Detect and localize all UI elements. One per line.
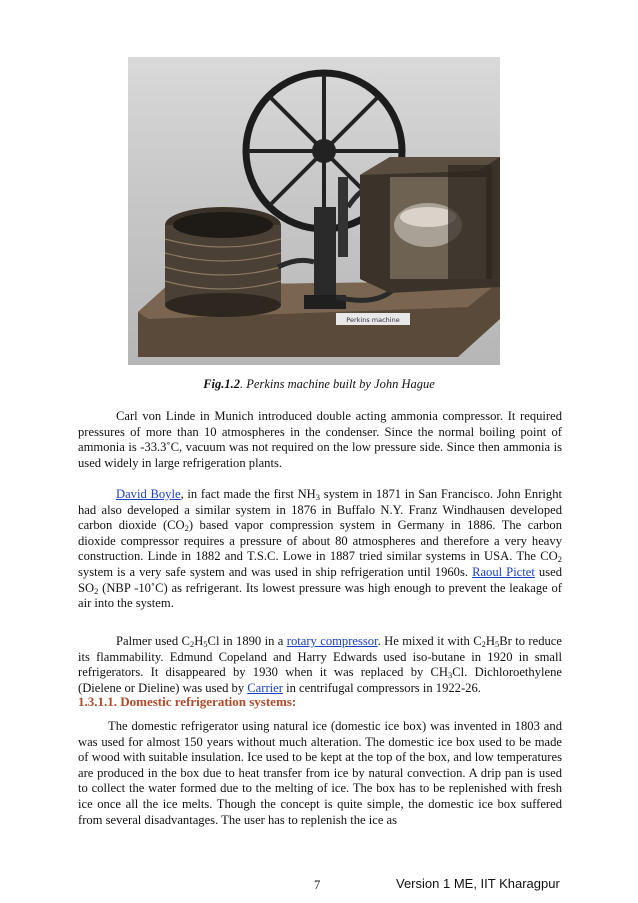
paragraph-domestic-ice-box: [78, 719, 562, 828]
perkins-machine-illustration: [128, 57, 500, 365]
link-raoul-pictet[interactable]: Raoul Pictet: [472, 564, 535, 579]
subscript: 5: [203, 639, 208, 649]
text: used SO: [78, 564, 562, 595]
figure-label: Fig.1.2: [203, 377, 241, 391]
figure-caption-text: . Perkins machine built by John Hague: [240, 377, 435, 391]
subscript: 2: [557, 554, 562, 565]
link-david-boyle[interactable]: David Boyle: [116, 487, 181, 501]
subscript: 2: [94, 585, 99, 596]
text: system in 1871 in San Francisco. John Enright had also developed a similar system in 1876 in Buffalo N.Y. Franz Windhausen developed carbon dioxide (CO: [78, 487, 562, 533]
link-rotary-compressor[interactable]: rotary compressor: [286, 634, 378, 648]
subscript: 2: [481, 639, 486, 649]
paragraph-domestic-ice-box-text: The domestic refrigerator using natural ice (domestic ice box) was invented in 1803 and was used for almost 150 years without much alteration. The domestic ice box used to be made of wood with suitable insulation. Ice used to be kept at the top of the box, and low temperatures are produced in the box due to heat transfer from ice by natural convection. A drip pan is used to collect the water formed due to the melting of ice. The box has to be replenished with fresh ice once all the ice melts. Though the concept is quite simple, the domestic ice box suffered from several disadvantages. The user has to replenish the ice as: [78, 719, 562, 827]
text: Cl in 1890 in a: [207, 634, 287, 648]
perkins-machine-photo: [128, 57, 500, 365]
link-carrier[interactable]: Carrier: [247, 680, 283, 695]
text: (NBP -10˚C) as refrigerant. Its lowest pressure was high enough to prevent the leakage of air into the system.: [78, 580, 562, 611]
subscript: 3: [448, 670, 453, 681]
text: Palmer used C: [116, 634, 190, 648]
text: , in fact made the first NH: [180, 487, 316, 501]
figure-caption: [0, 377, 638, 392]
subscript: 3: [315, 492, 321, 502]
paragraph-linde-text: Carl von Linde in Munich introduced double acting ammonia compressor. It required pressures of more than 10 atmospheres in the condenser. Since the normal boiling point of ammonia is -33.3˚C, vacuum was not required on the low pressure side. Since then ammonia is used widely in large refrigeration plants.: [78, 409, 562, 470]
page-number: 7: [314, 878, 321, 892]
subscript: 2: [184, 523, 189, 534]
text: Cl. Dichloroethylene (Dielene or Dieline) was used by: [78, 665, 562, 695]
text: in centrifugal compressors in 1922-26.: [282, 680, 481, 695]
text: H: [194, 634, 204, 648]
text: Br to reduce its flammability. Edmund Copeland and Harry Edwards used iso-butane in 1920 in small refrigerators. It disappeared by 1930 when it was replaced by CH: [78, 634, 562, 680]
text: H: [485, 634, 495, 648]
footer-version: Version 1 ME, IIT Kharagpur: [396, 876, 560, 891]
text: system is a very safe system and was used in ship refrigeration until 1960s.: [78, 564, 473, 579]
subscript: 2: [189, 639, 195, 649]
paragraph-palmer: [78, 634, 562, 696]
text: ) based vapor compression system in Germany in 1886. The carbon dioxide compressor requires a pressure of about 80 atmospheres and therefore a very heavy construction. Linde in 1882 and T.S.C. Lowe in 1887 tried similar systems in USA. The CO: [78, 518, 562, 564]
section-heading: 1.3.1.1. Domestic refrigeration systems:: [78, 694, 297, 709]
subscript: 5: [495, 639, 500, 649]
plate-label: Perkins machine: [346, 316, 400, 324]
paragraph-boyle: [78, 487, 562, 612]
paragraph-linde: [78, 409, 562, 471]
text: . He mixed it with C: [377, 634, 482, 648]
